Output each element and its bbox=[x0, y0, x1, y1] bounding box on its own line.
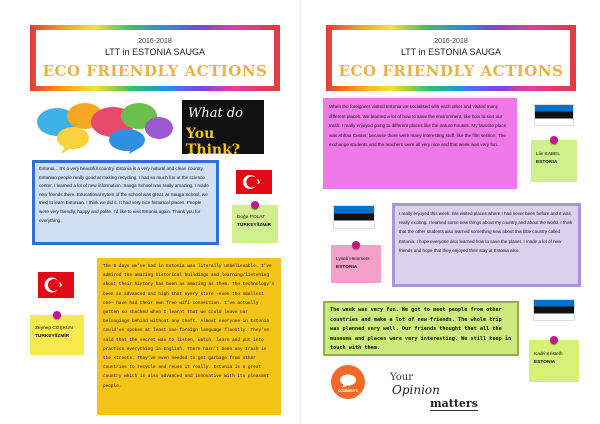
header-banner-left bbox=[30, 25, 280, 91]
banner-title: ECO FRIENDLY ACTIONS bbox=[338, 62, 564, 80]
right-page bbox=[300, 0, 600, 424]
header-banner-right bbox=[326, 25, 576, 91]
you-think-text: You Think? bbox=[186, 126, 240, 154]
lyseli-name: Lyseli Heinmets bbox=[336, 257, 370, 262]
liis-country: ESTONIA bbox=[536, 160, 558, 165]
speech-bubbles-icon bbox=[35, 98, 175, 154]
comment-bubble-icon bbox=[331, 365, 365, 399]
liis-sticky-note bbox=[531, 140, 577, 182]
doga-country: TURKEY/İZMİR bbox=[237, 223, 272, 228]
comments-badge bbox=[331, 365, 365, 399]
doga-name: Doğa POLAT bbox=[237, 215, 266, 220]
zeynep-text: The 6 days we’ve had in Estonia was literally unbelievable. I’ve admired the amazing historical buildings and learning/listening about their history has been as amazing as them. The technology’s been so advanced and high that every store –even the smallest one– have had their own free wifi connection. I’ve actually gotten so shocked when I learnt that we could leave our belongings behind without any theft. Almost everyone in Estonia could’ve spoken at least one foreign language fluently. They’ve said that the secret was to listen, watch, learn and put into practice everything in English. There hasn’t been any trash in the streets. They’ve even needed to get garbage from other countries to recycle and reuse it really. Estonia is a great country which is also advanced and innovative with its pleasant people. bbox=[103, 264, 275, 389]
banner-years: 2016-2018 bbox=[434, 38, 468, 45]
liis-name: Liis KABEL bbox=[536, 152, 560, 157]
turkey-flag-icon bbox=[38, 272, 74, 298]
banner-years: 2016-2018 bbox=[138, 38, 172, 45]
opinion-text: Opinion bbox=[392, 383, 440, 397]
box1-text: When the foreigners visited Estonia we socialised with each other and visited many different places. We learned a lot of how to save the environment, like how to sort our trash. I really enjoyed going to different places like the nature houses. My favorite place was Ahhaa Center, because there were many interesting stuff, like the film section. The exchange students and the teachers were all very nice and that week was very fun. bbox=[329, 104, 507, 148]
box2-text: I really enjoyed this week. We visited places where I had never been before and it was really exciting. I learned some new things about my country and about the world. I think that the other students also learned something new about this little country called Estonia. I hope everyone also learned how to save the planet. I made a lot of new friends and hope that they enjoyed their stay at Estonia also. bbox=[395, 206, 578, 284]
pin-icon bbox=[53, 311, 61, 319]
zeynep-text-box bbox=[97, 258, 281, 415]
pin-icon bbox=[251, 201, 259, 209]
your-text: Your bbox=[390, 372, 413, 383]
matters-text: matters bbox=[430, 397, 478, 410]
banner-school: LTT in ESTONIA SAUGA bbox=[104, 47, 206, 57]
zeynep-name: Zeynep COŞKUN bbox=[35, 326, 73, 331]
pin-icon bbox=[352, 241, 360, 249]
pin-icon bbox=[550, 136, 558, 144]
turkey-flag-icon bbox=[236, 170, 272, 194]
box1-text-box bbox=[323, 98, 517, 189]
zeynep-sticky-note bbox=[30, 315, 84, 355]
comments-label: COMMENTS bbox=[338, 389, 358, 393]
doga-text-box bbox=[32, 160, 219, 245]
what-do-you-think-graphic bbox=[182, 100, 264, 154]
estonia-flag-icon bbox=[533, 299, 575, 321]
estonia-flag-icon bbox=[333, 205, 375, 229]
lyseli-country: ESTONIA bbox=[336, 265, 358, 270]
banner-school: LTT in ESTONIA SAUGA bbox=[400, 47, 502, 57]
zeynep-country: TURKEY/İZMİR bbox=[35, 334, 70, 339]
your-opinion-matters bbox=[390, 372, 490, 412]
box2-text-box bbox=[392, 203, 581, 287]
doga-text: Estonia... It’s a very beautiful country. Estonia is a very natural and clean country. Estonian people really good at making recycling. I had so much fun at the science center. I learned a lot of new information. Sauga School was really amazing. I made new friends there. Educational sytem of the school was great. At Sauga School, we tried to learn Estonian. I think we did it. It had very nice historical places. People were very friendly, happy and polite. I’d like to visit Estonia again. Thank you for everything. bbox=[35, 163, 216, 242]
lyseli-sticky-note bbox=[331, 245, 381, 283]
pin-icon bbox=[550, 336, 558, 344]
kadri-name: Kadri Kristelh bbox=[534, 352, 563, 357]
what-do-text: What do bbox=[188, 106, 243, 121]
kadri-country: ESTONIA bbox=[534, 360, 556, 365]
estonia-flag-icon bbox=[534, 104, 574, 126]
box3-text-box bbox=[323, 301, 519, 356]
banner-title: ECO FRIENDLY ACTIONS bbox=[42, 62, 268, 80]
kadri-sticky-note bbox=[529, 340, 579, 382]
box3-text: The week was very fun. We got to meet people from other countries and make a lot of new friends. The whole trip was planned very well. Our friends thought that all the museums and places were very interesting. We still keep in touch with them. bbox=[330, 307, 512, 352]
doga-sticky-note bbox=[232, 205, 278, 243]
